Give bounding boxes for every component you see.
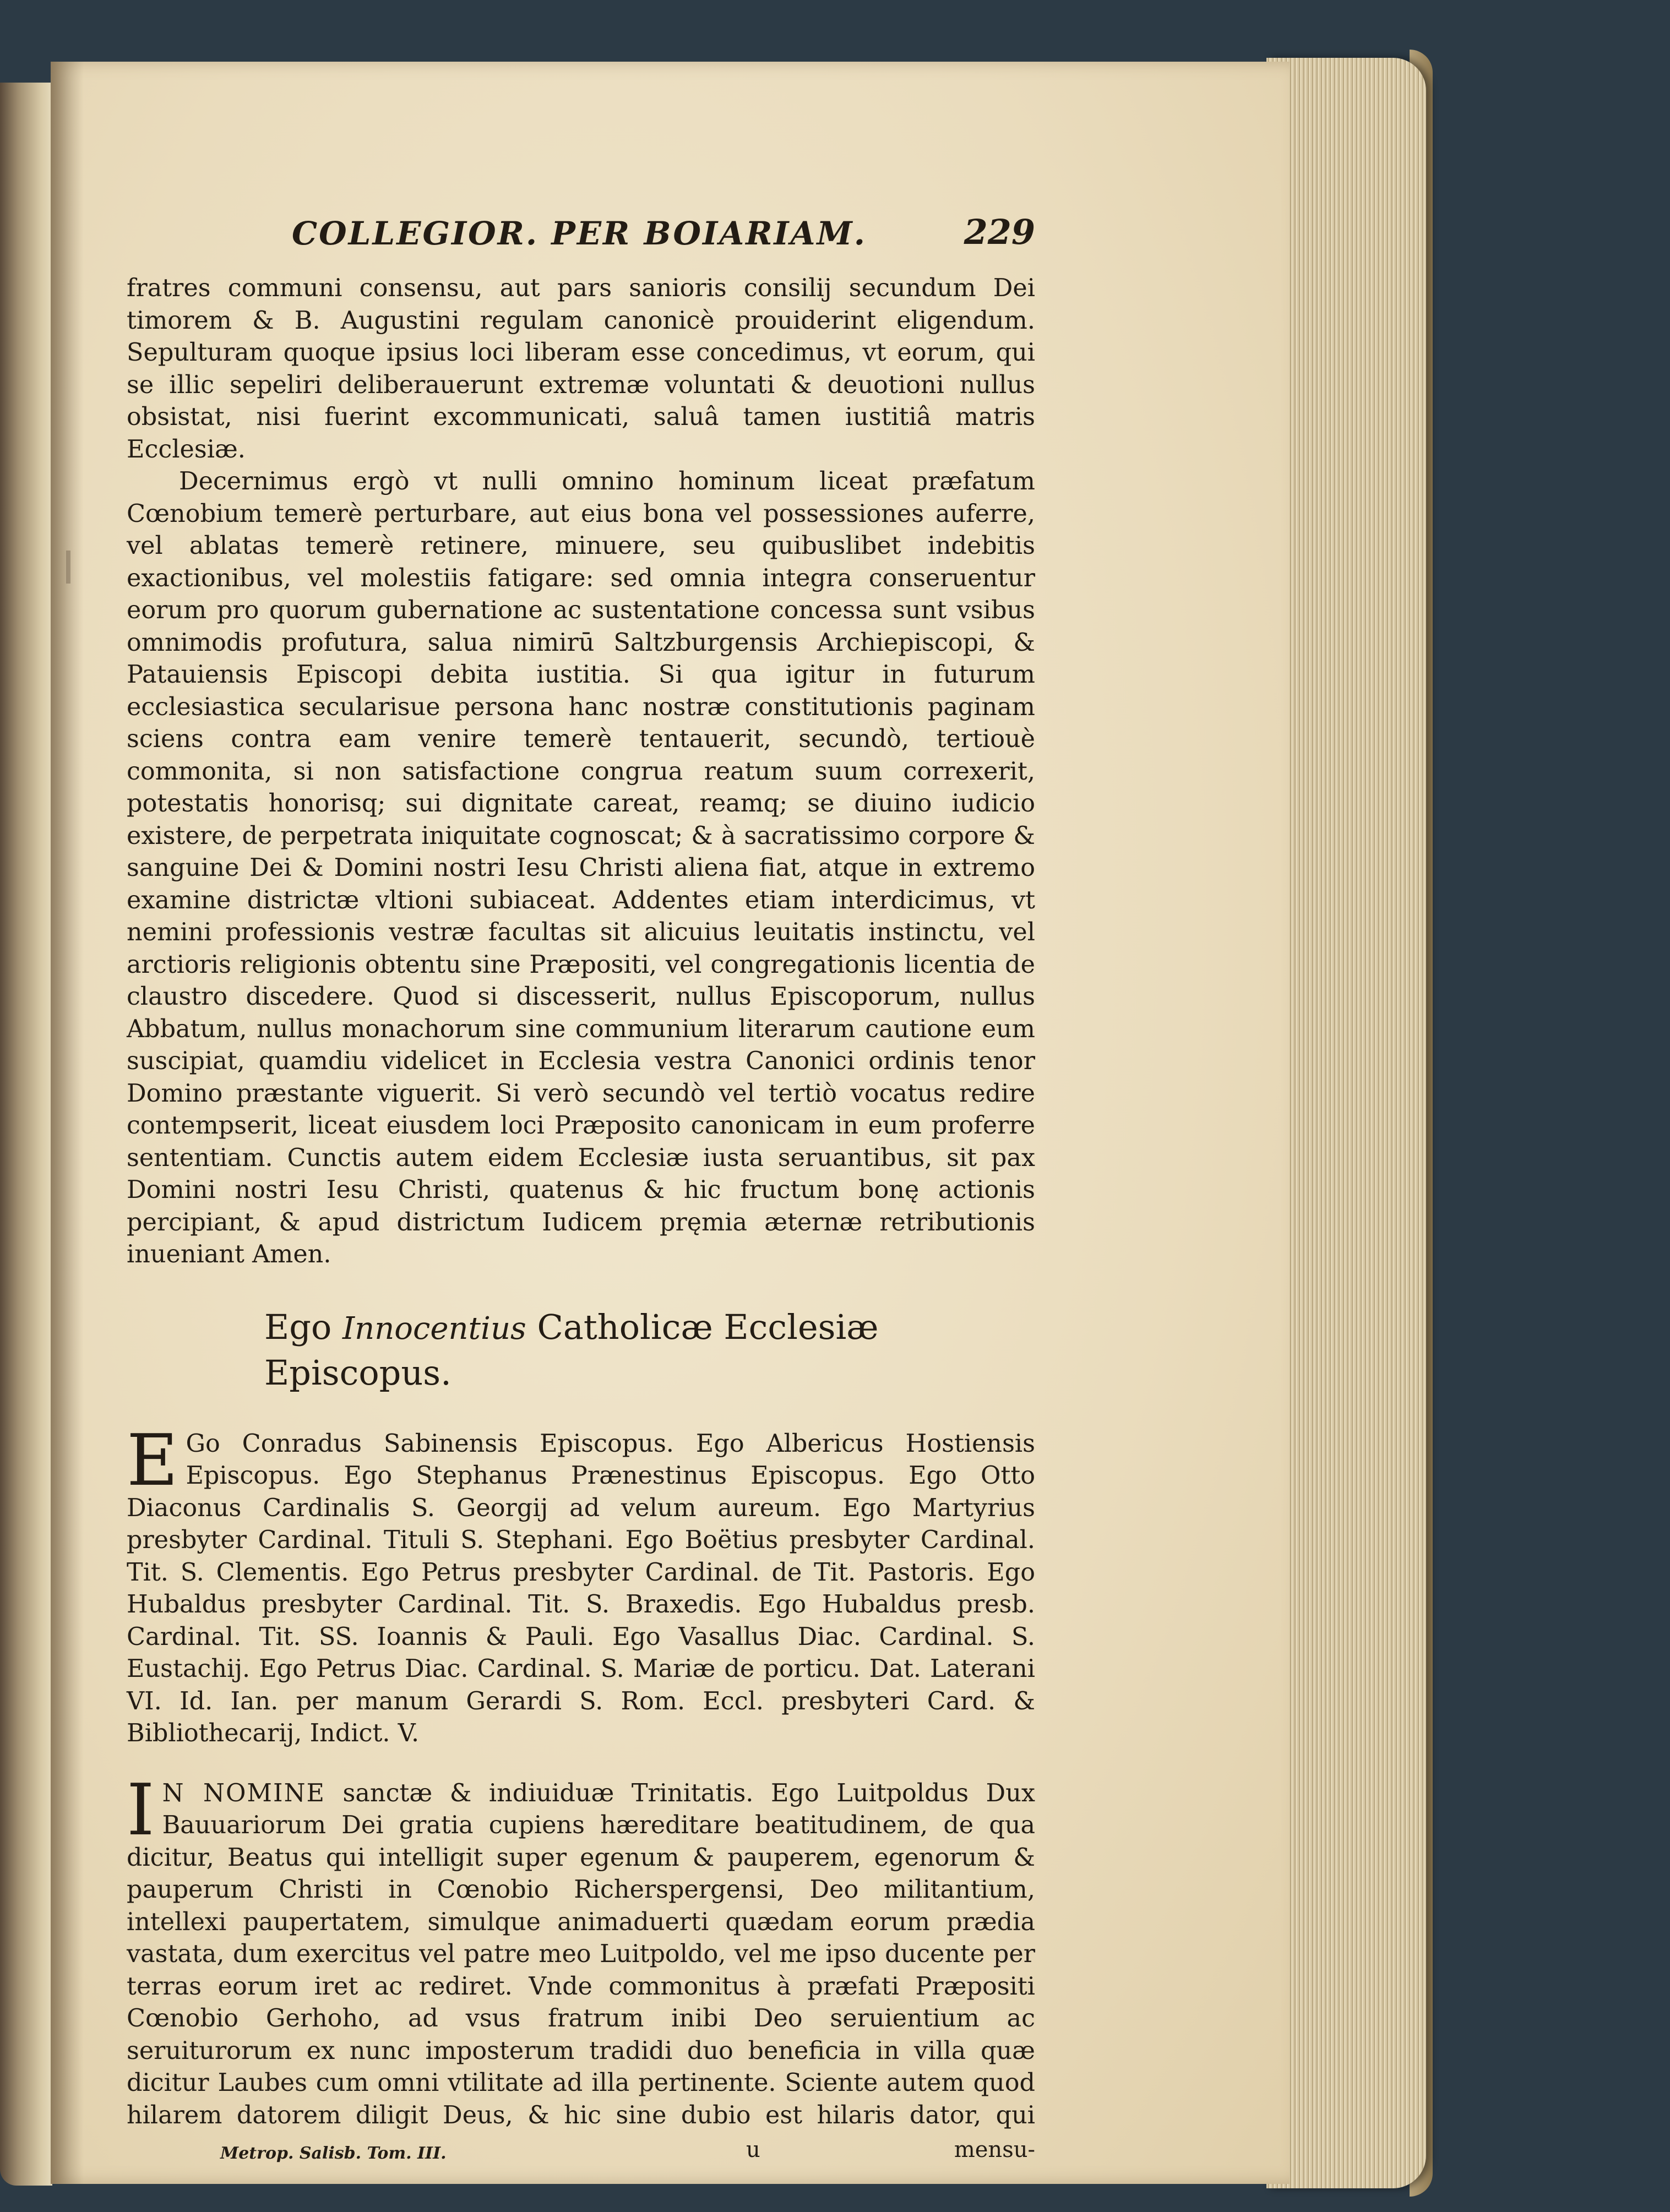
signature-ego: Ego — [264, 1306, 332, 1347]
gathering-mark: u — [746, 2137, 760, 2162]
signature-title: Catholicæ Ecclesiæ Episcopus. — [264, 1306, 879, 1393]
page-number: 229 — [964, 212, 1035, 252]
margin-mark — [66, 551, 70, 584]
papal-signature — [127, 1305, 1035, 1395]
charter-block — [127, 1769, 1035, 2132]
text-block — [127, 212, 1035, 2176]
signature-mark: Metrop. Salisb. Tom. III. — [220, 2144, 447, 2163]
drop-cap-e: E — [127, 1419, 178, 1502]
page-fore-edge — [1266, 58, 1426, 2188]
subscriptions-block — [127, 1419, 1035, 1750]
catchword: mensu- — [954, 2137, 1035, 2162]
opening-caps: N NOMINE — [162, 1779, 326, 1807]
page-footer — [127, 2137, 1035, 2176]
paragraph-2: Decernimus ergò vt nulli omnino hominum liceat præfatum Cœnobium temerè perturbare, aut eius bona vel possessiones auferre, vel ablatas temerè retinere, minuere, seu quibuslibet indebitis exactionibus, vel molestiis fatigare: sed omnia integra conseruentur eorum pro quorum gubernatione ac sustentatione concessa sunt vsibus omnimodis profutura, salua nimirū Saltzburgensis Archiepiscopi, & Patauiensis Episcopi debita iustitia. Si qua igitur in futurum ecclesiastica secularisue persona hanc nostræ constitutionis paginam sciens contra eam venire temerè tentauerit, secundò, tertiouè commonita, si non satisfactione congrua reatum suum correxerit, potestatis honorisq; sui dignitate careat, reamq; se diuino iudicio existere, de perpetrata iniquitate cognoscat; & à sacratissimo corpore & sanguine Dei & Domini nostri Iesu Christi aliena fiat, atque in extremo examine districtæ vltioni subiaceat. Addentes etiam interdicimus, vt nemini professionis vestræ facultas sit alicuius leuitatis instinctu, vel arctioris religionis obtentu sine Præpositi, vel congregationis licentia de claustro discedere. Quod si discesserit, nullus Episcoporum, nullus Abbatum, nullus monachorum sine communium literarum cautione eum suscipiat, quamdiu videlicet in Ecclesia vestra Canonici ordinis tenor Domino præstante viguerit. Si verò secundò vel tertiò vocatus redire contempserit, liceat eiusdem loci Præposito canonicam in eum proferre sententiam. Cunctis autem eidem Ecclesiæ iusta seruantibus, sit pax Domini nostri Iesu Christi, quatenus & hic fructum bonę actionis percipiant, & apud districtum Iudicem pręmia æternæ retributionis inueniant Amen. — [127, 467, 1035, 1268]
running-head — [127, 212, 1035, 273]
paragraph-4 — [127, 1769, 1035, 2132]
signature-name: Innocentius — [342, 1310, 526, 1347]
drop-cap-i: I — [127, 1769, 155, 1851]
paragraph-4-text: sanctæ & indiuiduæ Trinitatis. Ego Luitpoldus Dux Bauuariorum Dei gratia cupiens hæreditare beatitudinem, de qua dicitur, Beatus qui intelligit super egenum & pauperem, egenorum & pauperum Christi in Cœnobio Richerspergensi, Deo militantium, intellexi paupertatem, simulque animaduerti quædam eorum prædia vastata, dum exercitus vel patre meo Luitpoldo, vel me ipso ducente per terras eorum iret ac rediret. Vnde commonitus à præfati Præpositi Cœnobio Gerhoho, ad vsus fratrum inibi Deo seruientium ac seruiturorum ex nunc imposterum tradidi duo beneficia in villa quæ dicitur Laubes cum omni vtilitate ad illa pertinente. Sciente autem quod hilarem datorem diligit Deus, & hic sine dubio est hilaris dator, qui — [127, 1779, 1035, 2129]
running-title: COLLEGIOR. PER BOIARIAM. — [292, 215, 867, 252]
paragraph-3: Go Conradus Sabinensis Episcopus. Ego Albericus Hostiensis Episcopus. Ego Stephanus Prænestinus Episcopus. Ego Otto Diaconus Cardinalis S. Georgij ad velum aureum. Ego Martyrius presbyter Cardinal. Tituli S. Stephani. Ego Boëtius presbyter Cardinal. Tit. S. Clementis. Ego Petrus presbyter Cardinal. de Tit. Pastoris. Ego Hubaldus presbyter Cardinal. Tit. S. Braxedis. Ego Hubaldus presb. Cardinal. Tit. SS. Ioannis & Pauli. Ego Vasallus Diac. Cardinal. S. Eustachij. Ego Petrus Diac. Cardinal. S. Mariæ de porticu. Dat. Laterani VI. Id. Ian. per manum Gerardi S. Rom. Eccl. presbyteri Card. & Bibliothecarij, Indict. V. — [127, 1429, 1035, 1747]
gutter-shadow — [51, 62, 84, 2184]
paragraph-1: fratres communi consensu, aut pars sanioris consilij secundum Dei timorem & B. Augustini regulam canonicè prouiderint eligendum. Sepulturam quoque ipsius loci liberam esse concedimus, vt eorum, qui se illic sepeliri deliberauerunt extremæ voluntati & deuotioni nullus obsistat, nisi fuerint excommunicati, saluâ tamen iustitiâ matris Ecclesiæ. — [127, 274, 1035, 464]
facing-page-edge — [0, 83, 52, 2186]
